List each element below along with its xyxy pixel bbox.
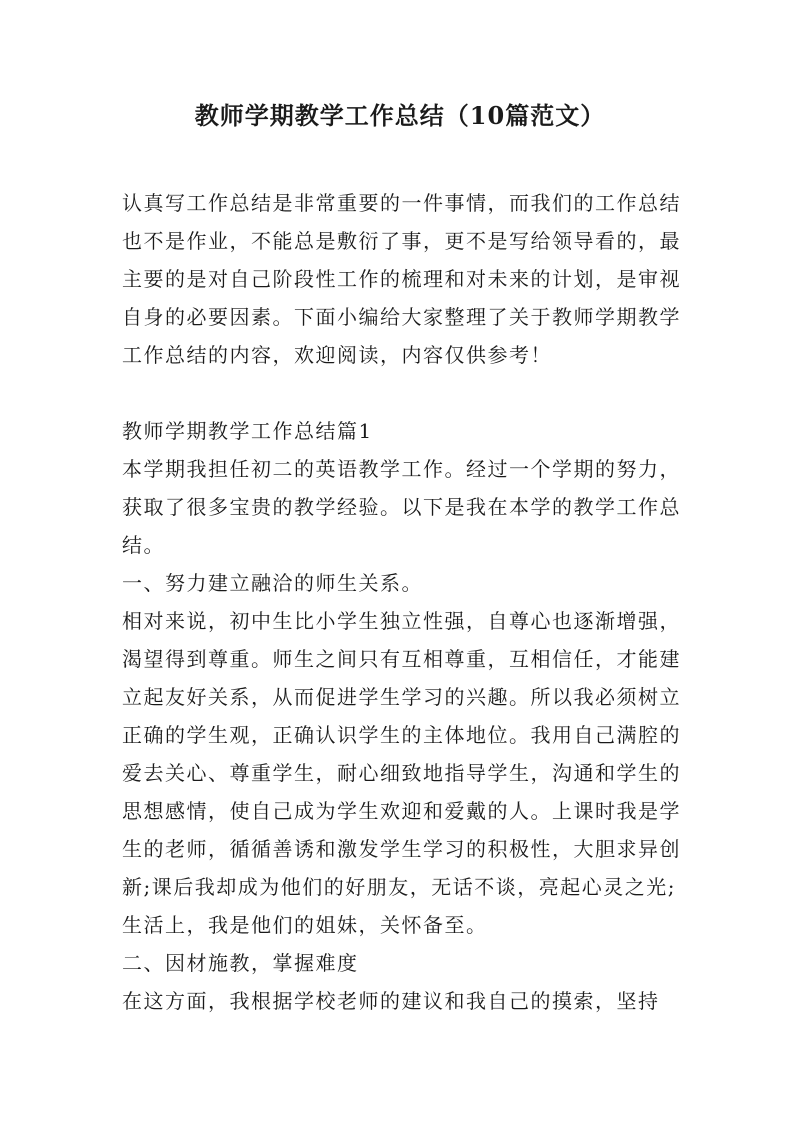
body-line: 立起友好关系，从而促进学生学习的兴趣。所以我必须树立 <box>122 685 681 709</box>
body-line: 正确的学生观，正确认识学生的主体地位。我用自己满腔的 <box>122 723 681 747</box>
body-line: 相对来说，初中生比小学生独立性强，自尊心也逐渐增强， <box>122 609 681 633</box>
body-line: 生活上，我是他们的姐妹，关怀备至。 <box>122 913 488 937</box>
body-line: 渴望得到尊重。师生之间只有互相尊重，互相信任，才能建 <box>122 647 681 671</box>
intro-line: 认真写工作总结是非常重要的一件事情，而我们的工作总结 <box>122 191 681 215</box>
intro-line: 也不是作业，不能总是敷衍了事，更不是写给领导看的，最 <box>122 229 681 253</box>
body-line: 获取了很多宝贵的教学经验。以下是我在本学的教学工作总 <box>122 495 681 519</box>
intro-line: 主要的是对自己阶段性工作的梳理和对未来的计划，是审视 <box>122 267 681 291</box>
body-line: 在这方面，我根据学校老师的建议和我自己的摸索，坚持 <box>122 989 660 1013</box>
body-line: 爱去关心、尊重学生，耐心细致地指导学生，沟通和学生的 <box>122 761 681 785</box>
body-line: 新;课后我却成为他们的好朋友，无话不谈，亮起心灵之光; <box>122 875 676 899</box>
body-line: 生的老师，循循善诱和激发学生学习的积极性，大胆求异创 <box>122 837 681 861</box>
body-line: 结。 <box>122 533 165 557</box>
intro-line: 自身的必要因素。下面小编给大家整理了关于教师学期教学 <box>122 305 681 329</box>
intro-line: 工作总结的内容，欢迎阅读，内容仅供参考！ <box>122 343 552 367</box>
section-heading: 教师学期教学工作总结篇1 <box>122 419 373 443</box>
body-line: 思想感情，使自己成为学生欢迎和爱戴的人。上课时我是学 <box>122 799 681 823</box>
subheading-1: 一、努力建立融洽的师生关系。 <box>122 571 423 595</box>
document-title: 教师学期教学工作总结（10篇范文） <box>194 101 606 130</box>
body-line: 本学期我担任初二的英语教学工作。经过一个学期的努力， <box>122 457 681 481</box>
subheading-2: 二、因材施教，掌握难度 <box>122 951 359 975</box>
